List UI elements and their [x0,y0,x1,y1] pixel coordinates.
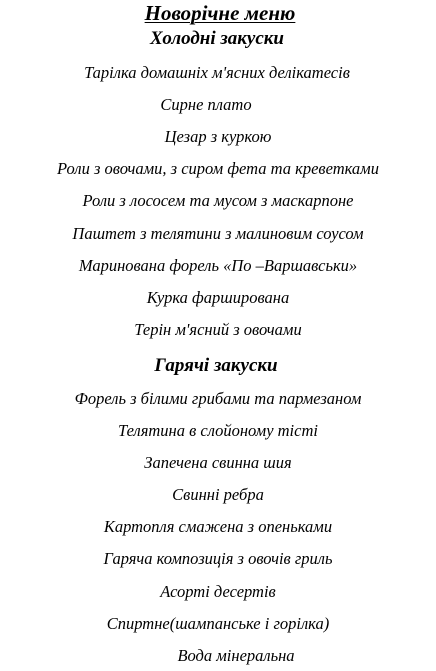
menu-item: Запечена свинна шия [144,453,292,472]
menu-item: Цезар з куркою [164,127,272,146]
menu-item: Асорті десертів [160,582,276,601]
menu-title: Новорічне меню [144,1,296,25]
menu-item: Картопля смажена з опеньками [103,517,333,536]
menu-item: Курка фарширована [146,288,290,307]
menu-item: Гаряча композиція з овочів гриль [103,549,333,568]
menu-item: Терін м'ясний з овочами [134,320,302,339]
menu-item: Роли з лососем та мусом з маскарпоне [82,191,354,210]
menu-item: Форель з білими грибами та пармезаном [74,389,362,408]
menu-item: Вода мінеральна [177,646,295,665]
menu-item: Свинні ребра [172,485,264,504]
menu-item: Роли з овочами, з сиром фета та креветками [57,159,379,178]
menu-item: Тарілка домашніх м'ясних делікатесів [84,63,350,82]
section-heading-hot: Гарячі закуски [154,355,278,376]
menu-item: Телятина в слойоному тісті [118,421,318,440]
menu-item: Сирне плато [160,95,252,114]
menu-item: Паштет з телятини з малиновим соусом [72,224,364,243]
menu-item: Спиртне(шампанське і горілка) [106,614,330,633]
section-heading-cold: Холодні закуски [150,28,284,49]
menu-item: Маринована форель «По –Варшавськи» [78,256,358,275]
